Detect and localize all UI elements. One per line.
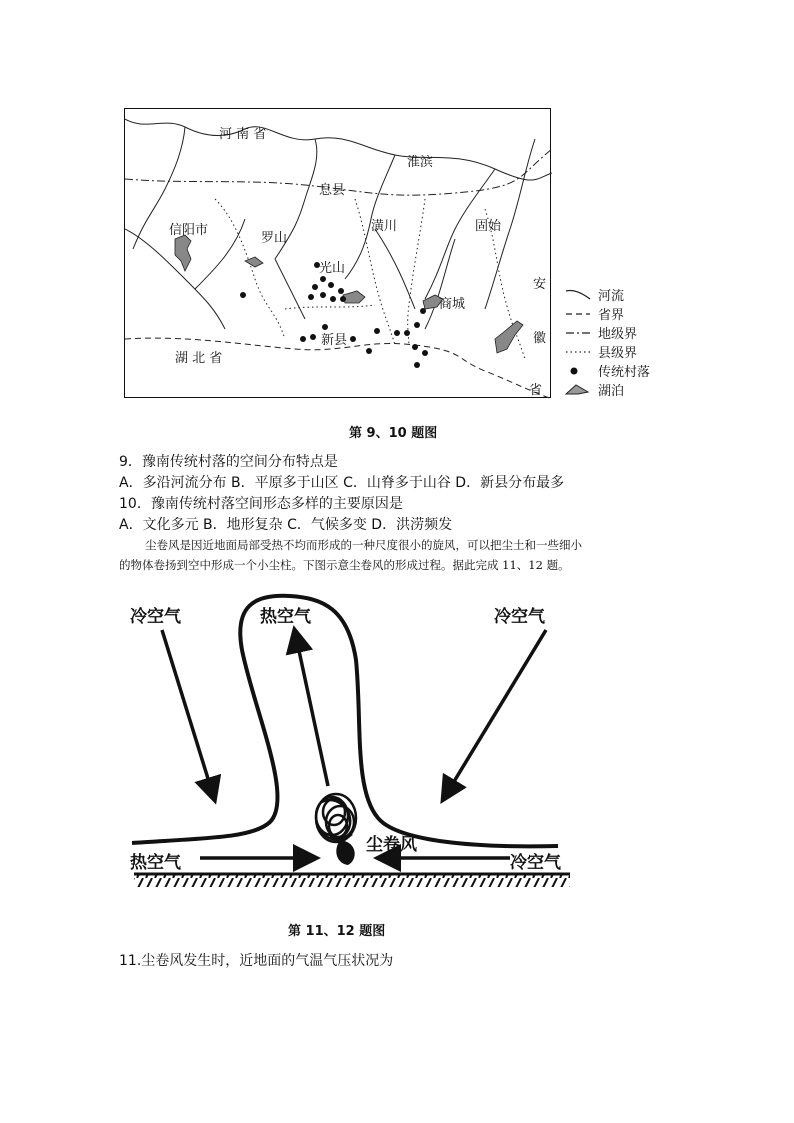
county-border (215, 199, 288, 339)
label-cold-air-left: 冷空气 (130, 607, 181, 627)
province-border-icon (564, 306, 592, 320)
label-xixian: 息县 (319, 183, 346, 198)
river-icon (564, 287, 592, 301)
label-hui: 徽 (533, 331, 547, 346)
village-dot (394, 330, 400, 336)
label-huangchuan: 潢川 (371, 219, 398, 234)
diagram-drawing (118, 590, 588, 890)
village-dot (414, 322, 420, 328)
village-dot (374, 328, 380, 334)
river-line (125, 119, 552, 180)
label-luoshan: 罗山 (261, 231, 288, 246)
label-xinxian: 新县 (321, 333, 348, 348)
village-dot (310, 334, 316, 340)
river-line (425, 169, 495, 299)
county-border-icon (564, 344, 592, 358)
village-dot-icon (564, 363, 592, 377)
dust-devil-base (336, 840, 354, 865)
lake-xinyang (175, 235, 191, 271)
label-dust-devil: 尘卷风 (366, 835, 417, 855)
label-xinyang: 信阳市 (169, 223, 209, 238)
figure-caption-9-10: 第 9、10 题图 (349, 426, 438, 441)
henan-map (124, 108, 551, 398)
village-dot (420, 308, 426, 314)
ground-hatch (134, 875, 570, 887)
dust-devil-diagram (118, 590, 588, 890)
lake-guangshan (343, 291, 365, 303)
village-dot (320, 276, 326, 282)
lake-southeast (495, 321, 523, 353)
river-line (275, 259, 305, 319)
label-shangcheng: 商城 (439, 297, 466, 312)
label-guangshan: 光山 (319, 261, 346, 276)
question-11-stem: 11.尘卷风发生时，近地面的气温气压状况为 (119, 953, 394, 969)
label-cold-air-right: 冷空气 (494, 607, 545, 627)
village-dot (422, 350, 428, 356)
passage-line-1: 尘卷风是因近地面局部受热不均而形成的一种尺度很小的旋风，可以把尘土和一些细小 (145, 538, 582, 552)
village-dot (300, 336, 306, 342)
village-dot (308, 294, 314, 300)
question-10-stem: 10．豫南传统村落空间形态多样的主要原因是 (119, 496, 403, 512)
label-huaibin: 淮滨 (407, 155, 434, 170)
village-dot (338, 288, 344, 294)
dust-devil-swirl (316, 794, 356, 842)
lake-icon (564, 382, 592, 396)
village-dot (320, 292, 326, 298)
village-dot (414, 362, 420, 368)
village-dot (412, 344, 418, 350)
passage-line-2: 的物体卷扬到空中形成一个小尘柱。下图示意尘卷风的形成过程。据此完成 11、12 题。 (119, 558, 570, 572)
figure-caption-11-12: 第 11、12 题图 (288, 924, 386, 939)
village-dot (328, 282, 334, 288)
cold-air-right-arrow (444, 630, 546, 798)
village-dot (350, 336, 356, 342)
label-cold-air-bottom: 冷空气 (510, 853, 561, 873)
river-line (375, 229, 415, 309)
river-line (425, 239, 455, 329)
label-hot-air-bottom: 热空气 (130, 853, 181, 873)
label-henan: 河 南 省 (219, 127, 267, 142)
label-hot-air-top: 热空气 (260, 607, 311, 627)
question-9-stem: 9．豫南传统村落的空间分布特点是 (119, 454, 338, 470)
question-10-options: A．文化多元 B．地形复杂 C．气候多变 D．洪涝频发 (119, 517, 453, 533)
village-dot (404, 330, 410, 336)
village-dot (240, 292, 246, 298)
prefecture-border-icon (564, 325, 592, 339)
label-an: 安 (533, 277, 547, 292)
cold-air-left-arrow (162, 630, 214, 798)
hot-air-up-arrow (295, 632, 328, 786)
village-dot (340, 296, 346, 302)
village-dot (330, 296, 336, 302)
village-dot (366, 348, 372, 354)
question-9-options: A．多沿河流分布 B．平原多于山区 C．山脊多于山谷 D．新县分布最多 (119, 475, 565, 491)
label-gushi: 固始 (475, 219, 502, 234)
label-hubei: 湖 北 省 (175, 351, 223, 366)
village-dot (312, 284, 318, 290)
label-sheng: 省 (529, 383, 543, 398)
